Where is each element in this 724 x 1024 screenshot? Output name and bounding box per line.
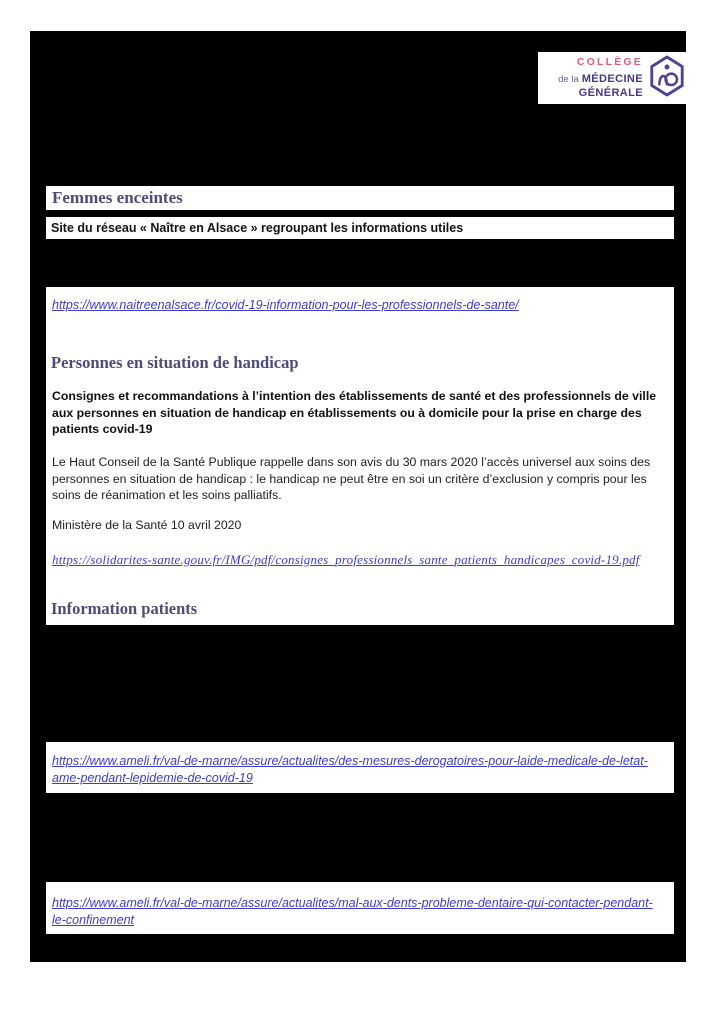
heading-femmes-enceintes: Femmes enceintes [46, 186, 674, 210]
heading-information-patients: Information patients [51, 599, 198, 618]
link-box-mal-aux-dents [46, 882, 674, 934]
logo-generale: GÉNÉRALE [578, 86, 643, 99]
paragraph-haut-conseil: Le Haut Conseil de la Santé Publique rappelle dans son avis du 30 mars 2020 l’accès universel aux soins des personnes en situation de handicap : le handicap ne peut être en soi un critère d’exclusion y compris pour les soins de réanimation et les soins palliatifs. [52, 455, 651, 503]
link-box-ame [46, 742, 674, 793]
link-naitreenalsace[interactable]: https://www.naitreenalsace.fr/covid-19-information-pour-les-professionnels-de-sante/ [52, 298, 519, 312]
subtitle-naitre-en-alsace: Site du réseau « Naître en Alsace » regroupant les informations utiles [46, 217, 674, 239]
main-content-box [46, 287, 674, 625]
logo-college-line: COLLÈGE [576, 56, 643, 69]
logo-de-la: de la [558, 73, 579, 85]
link-solidarites-sante-pdf[interactable]: https://solidarites-sante.gouv.fr/IMG/pdf/consignes_professionnels_sante_patients_handicapes_covid-19.pdf [52, 552, 640, 567]
link-ameli-ame[interactable]: https://www.ameli.fr/val-de-marne/assure/actualites/des-mesures-derogatoires-pour-laide-medicale-de-letat-ame-pendant-lepidemie-de-covid-19 [52, 754, 648, 785]
hexagon-person-icon [648, 55, 686, 102]
logo-text [558, 57, 643, 99]
logo-medecine: MÉDECINE [581, 72, 643, 85]
source-ministere-sante: Ministère de la Santé 10 avril 2020 [52, 518, 242, 532]
paragraph-consignes-bold: Consignes et recommandations à l’intention des établissements de santé et des professionnels de ville aux personnes en situation de handicap en établissements ou à domicile pour la prise en charge des patients covid-19 [52, 389, 657, 437]
heading-personnes-handicap: Personnes en situation de handicap [51, 353, 299, 372]
link-ameli-dents[interactable]: https://www.ameli.fr/val-de-marne/assure/actualites/mal-aux-dents-probleme-dentaire-qui-contacter-pendant-le-confinement [52, 896, 653, 927]
college-medecine-generale-logo [538, 52, 690, 104]
